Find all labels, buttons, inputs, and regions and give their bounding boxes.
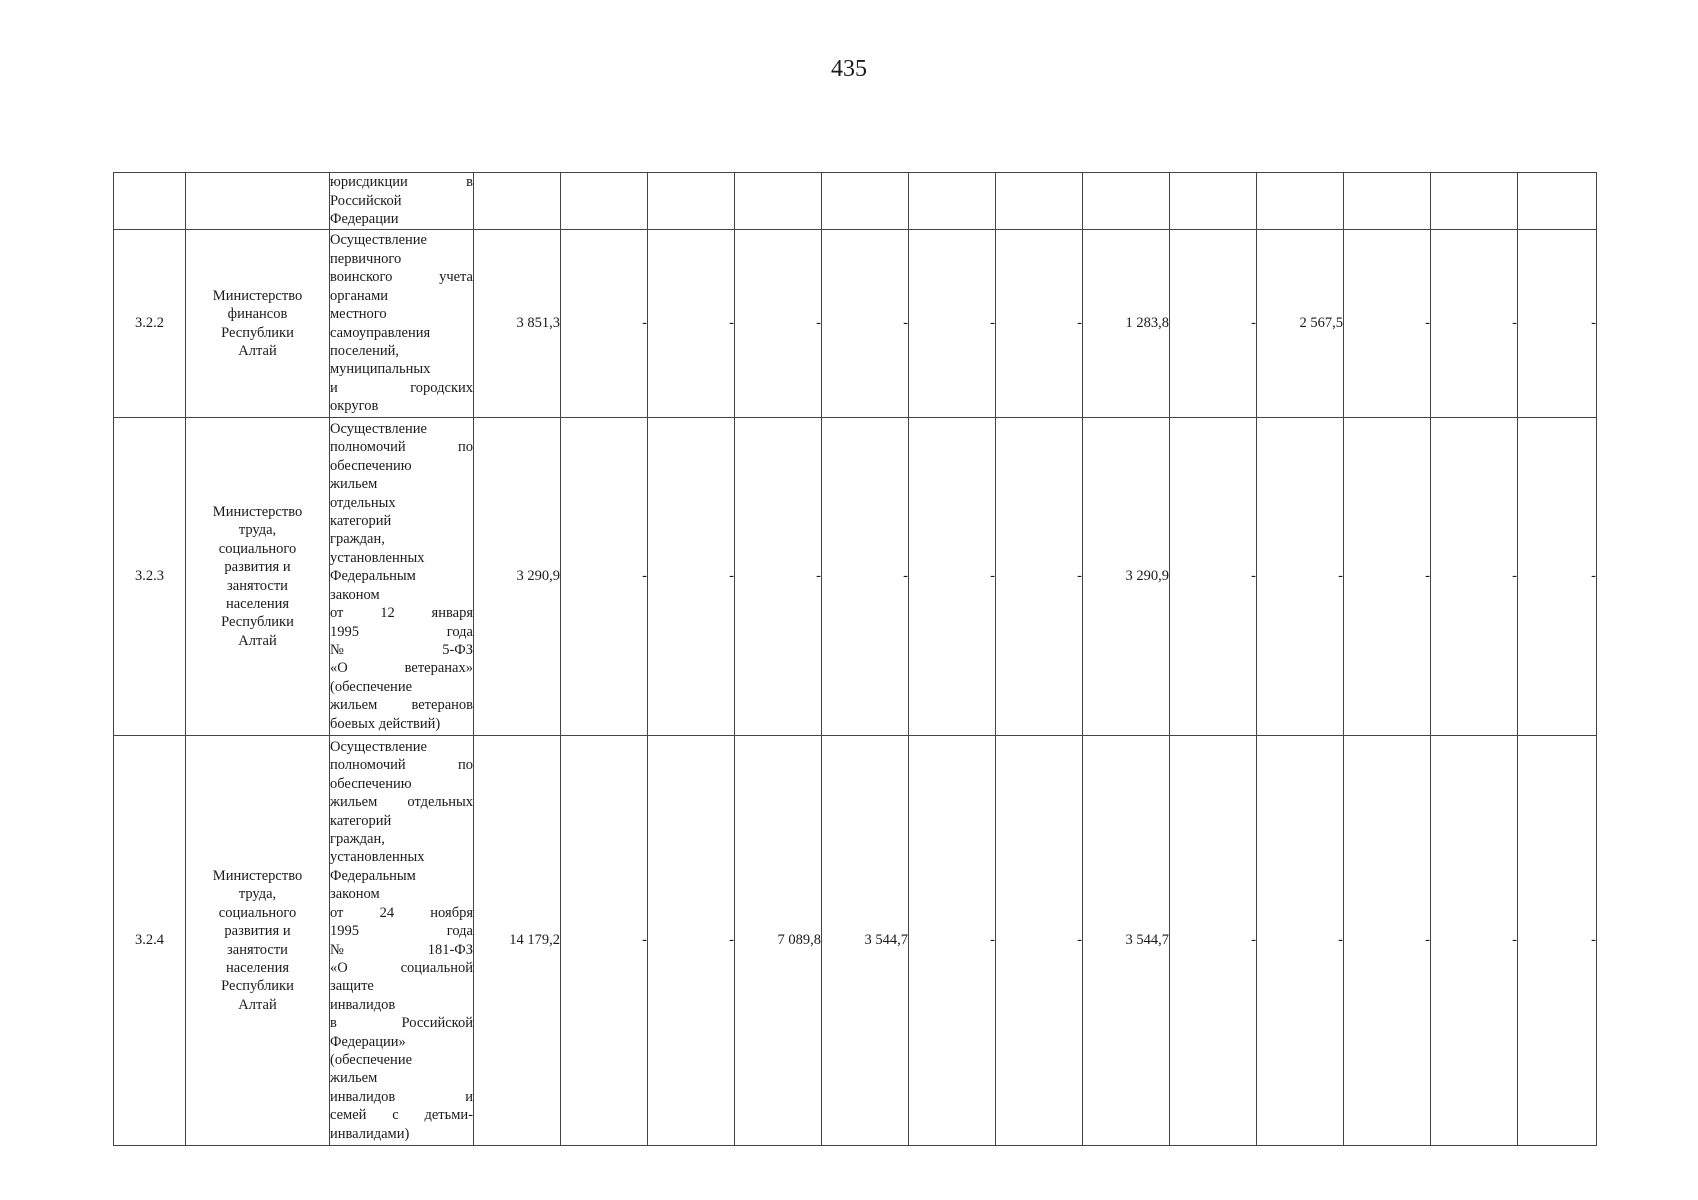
description-line: воинского учета <box>330 269 473 286</box>
description-line: первичного <box>330 250 402 267</box>
row-number-cell <box>114 173 186 230</box>
value-cell: 3 851,3 <box>474 230 561 418</box>
description-line: самоуправления <box>330 324 431 341</box>
description-line: обеспечению <box>330 457 412 474</box>
description-line: от 12 января <box>330 605 473 622</box>
value-cell: - <box>1518 736 1597 1146</box>
description-line: отдельных <box>330 494 396 511</box>
description-line: органами <box>330 287 389 304</box>
description-line: полномочий по <box>330 439 473 456</box>
value-cell: 3 544,7 <box>822 736 909 1146</box>
organization-line: населения <box>225 959 290 976</box>
value-cell: - <box>996 736 1083 1146</box>
description-line: боевых действий) <box>330 715 441 732</box>
value-cell: - <box>909 418 996 736</box>
description-line: обеспечению <box>330 775 412 792</box>
value-cell: - <box>1518 230 1597 418</box>
value-cell: - <box>561 736 648 1146</box>
value-cell <box>996 173 1083 230</box>
description-line: округов <box>330 398 379 415</box>
description-line: полномочий по <box>330 757 473 774</box>
value-cell <box>1431 173 1518 230</box>
value-cell: - <box>1170 230 1257 418</box>
description-cell <box>330 418 474 736</box>
organization-line: труда, <box>238 522 277 539</box>
value-cell <box>1083 173 1170 230</box>
organization-line: занятости <box>227 577 288 594</box>
value-cell: - <box>1344 230 1431 418</box>
description-line: Федеральным <box>330 568 416 585</box>
value-cell <box>561 173 648 230</box>
table-row <box>114 736 1597 1146</box>
description-line: инвалидов <box>330 996 396 1013</box>
description-line: Осуществление <box>330 232 427 249</box>
description-line: Федерации» <box>330 1033 406 1050</box>
row-number-cell: 3.2.2 <box>114 230 186 418</box>
description-line: муниципальных <box>330 361 431 378</box>
value-cell: - <box>1170 736 1257 1146</box>
description-line: жильем ветеранов <box>330 697 473 714</box>
value-cell <box>1518 173 1597 230</box>
page-number: 435 <box>831 56 867 82</box>
organization-line: Министерство <box>212 287 303 304</box>
value-cell <box>1257 173 1344 230</box>
value-cell: - <box>1170 418 1257 736</box>
value-cell: - <box>735 230 822 418</box>
table-row <box>114 230 1597 418</box>
description-line: граждан, <box>330 531 385 548</box>
value-cell: - <box>1257 736 1344 1146</box>
organization-line: Алтай <box>238 342 277 359</box>
description-line: (обеспечение <box>330 1051 413 1068</box>
row-number-cell: 3.2.4 <box>114 736 186 1146</box>
organization-line: социального <box>218 540 297 557</box>
organization-line: Республики <box>221 614 294 631</box>
value-cell: 3 544,7 <box>1083 736 1170 1146</box>
value-cell: - <box>1431 230 1518 418</box>
value-cell: - <box>735 418 822 736</box>
description-line: Федерации <box>330 211 399 228</box>
description-line: 1995 года <box>330 923 473 940</box>
description-line: жильем <box>330 476 378 493</box>
organization-line: занятости <box>227 941 288 958</box>
description-line: граждан, <box>330 831 385 848</box>
description-cell <box>330 173 474 230</box>
value-cell: - <box>996 418 1083 736</box>
description-line: поселений, <box>330 342 399 359</box>
description-line: «О социальной <box>330 959 473 976</box>
description-line: установленных <box>330 549 425 566</box>
value-cell: 2 567,5 <box>1257 230 1344 418</box>
value-cell: - <box>1431 736 1518 1146</box>
description-line: (обеспечение <box>330 678 413 695</box>
description-line: № 5-ФЗ <box>330 641 473 658</box>
value-cell <box>474 173 561 230</box>
organization-line: финансов <box>227 306 288 323</box>
value-cell: - <box>996 230 1083 418</box>
value-cell: - <box>1518 418 1597 736</box>
value-cell: - <box>909 736 996 1146</box>
value-cell <box>822 173 909 230</box>
organization-line: Республики <box>221 324 294 341</box>
value-cell: 3 290,9 <box>1083 418 1170 736</box>
description-line: законом <box>330 586 380 603</box>
organization-line: Алтай <box>238 632 277 649</box>
value-cell: - <box>648 230 735 418</box>
description-line: установленных <box>330 849 425 866</box>
value-cell: - <box>648 418 735 736</box>
description-line: защите <box>330 978 374 995</box>
description-line: Осуществление <box>330 421 427 438</box>
value-cell: 1 283,8 <box>1083 230 1170 418</box>
value-cell: - <box>909 230 996 418</box>
value-cell: - <box>561 230 648 418</box>
description-line: местного <box>330 306 387 323</box>
value-cell: - <box>1344 736 1431 1146</box>
description-line: категорий <box>330 812 392 829</box>
value-cell <box>909 173 996 230</box>
description-cell <box>330 230 474 418</box>
description-line: «О ветеранах» <box>330 660 473 677</box>
description-line: инвалидов и <box>330 1088 473 1105</box>
description-line: № 181-ФЗ <box>330 941 473 958</box>
value-cell <box>1344 173 1431 230</box>
organization-cell <box>186 736 330 1146</box>
organization-cell <box>186 418 330 736</box>
organization-line: развития и <box>224 923 291 940</box>
description-line: категорий <box>330 513 392 530</box>
description-line: инвалидами) <box>330 1125 410 1142</box>
organization-cell <box>186 230 330 418</box>
value-cell: 14 179,2 <box>474 736 561 1146</box>
budget-table <box>113 172 1597 1146</box>
organization-line: труда, <box>238 886 277 903</box>
table-row <box>114 418 1597 736</box>
value-cell: - <box>1431 418 1518 736</box>
description-line: и городских <box>330 379 473 396</box>
organization-line: Алтай <box>238 996 277 1013</box>
value-cell: - <box>822 418 909 736</box>
value-cell: - <box>648 736 735 1146</box>
value-cell: - <box>1344 418 1431 736</box>
value-cell: 7 089,8 <box>735 736 822 1146</box>
row-number-cell: 3.2.3 <box>114 418 186 736</box>
description-line: законом <box>330 886 380 903</box>
value-cell: 3 290,9 <box>474 418 561 736</box>
value-cell: - <box>1257 418 1344 736</box>
description-line: от 24 ноября <box>330 904 473 921</box>
value-cell <box>1170 173 1257 230</box>
value-cell: - <box>822 230 909 418</box>
description-line: Российской <box>330 192 402 209</box>
organization-line: населения <box>225 595 290 612</box>
organization-cell <box>186 173 330 230</box>
organization-line: Республики <box>221 978 294 995</box>
description-line: юрисдикции в <box>330 174 473 191</box>
organization-line: Министерство <box>212 503 303 520</box>
value-cell <box>735 173 822 230</box>
table-row <box>114 173 1597 230</box>
description-line: 1995 года <box>330 623 473 640</box>
description-line: в Российской <box>330 1015 473 1032</box>
description-cell <box>330 736 474 1146</box>
organization-line: развития и <box>224 559 291 576</box>
organization-line: социального <box>218 904 297 921</box>
value-cell: - <box>561 418 648 736</box>
description-line: жильем отдельных <box>330 794 473 811</box>
value-cell <box>648 173 735 230</box>
description-line: семей с детьми- <box>330 1107 473 1124</box>
description-line: Осуществление <box>330 739 427 756</box>
organization-line: Министерство <box>212 867 303 884</box>
description-line: Федеральным <box>330 867 416 884</box>
description-line: жильем <box>330 1070 378 1087</box>
